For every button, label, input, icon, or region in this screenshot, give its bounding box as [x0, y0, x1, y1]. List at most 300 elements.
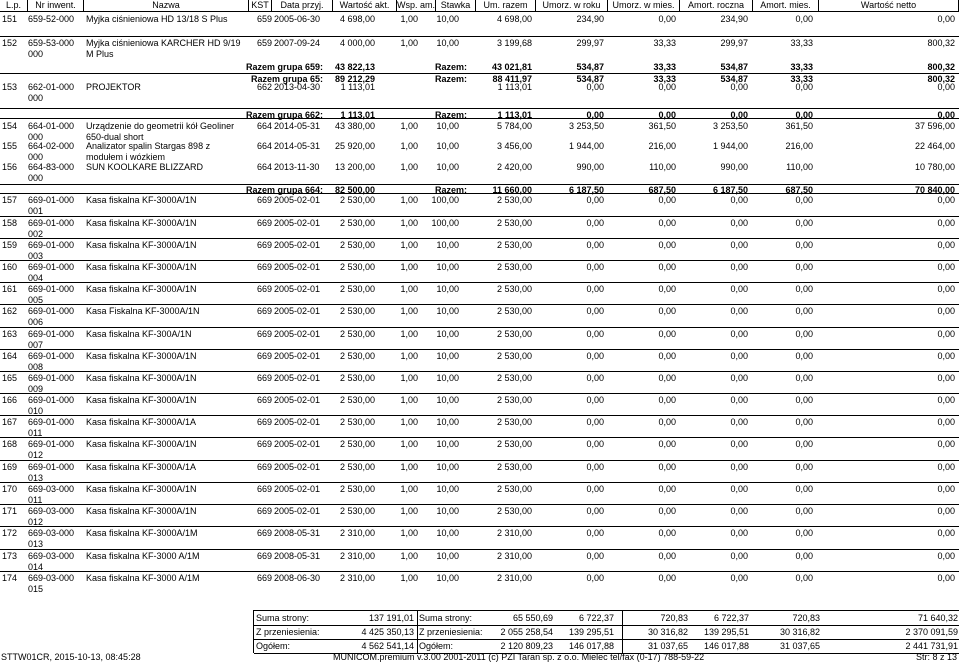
row-divider: [0, 193, 959, 194]
group-ar: 6 187,50: [712, 185, 748, 195]
row-divider: [0, 504, 959, 505]
value-wsp: 1,00: [400, 351, 418, 361]
row-number: 153: [2, 82, 18, 92]
summary-label-2: Ogółem:: [419, 641, 454, 651]
value-am: 0,00: [795, 240, 813, 250]
summary-row: [254, 625, 959, 640]
asset-name: Kasa fiskalna KF-3000A/1N: [86, 506, 197, 516]
value-ur: 1 944,00: [568, 141, 604, 151]
group-label: Razem grupa 65:: [250, 74, 323, 84]
inventory-number: 664-83-000: [28, 162, 75, 172]
value-rate: 10,00: [436, 551, 459, 561]
value-val: 2 530,00: [339, 506, 375, 516]
value-net: 0,00: [937, 218, 955, 228]
summary-net: 71 640,32: [917, 613, 958, 623]
summary-um: 65 550,69: [512, 613, 553, 623]
value-ar: 0,00: [730, 218, 748, 228]
group-net: 800,32: [927, 62, 955, 72]
asset-name: SUN KOOLKARE BLIZZARD: [86, 162, 204, 172]
group-um_m: 687,50: [648, 185, 676, 195]
column-header: Nazwa: [84, 0, 249, 11]
inventory-number: 669-01-000: [28, 284, 75, 294]
value-um: 2 310,00: [496, 573, 532, 583]
row-divider: [0, 393, 959, 394]
column-header: Um. razem: [476, 0, 536, 11]
summary-ar: 6 722,37: [713, 613, 749, 623]
kst-code: 664: [257, 162, 273, 172]
value-um: 2 530,00: [496, 439, 532, 449]
value-wsp: 1,00: [400, 484, 418, 494]
value-wsp: 1,00: [400, 162, 418, 172]
acceptance-date: 2013-11-30: [274, 162, 320, 172]
value-net: 0,00: [937, 82, 955, 92]
group-ur: 534,87: [576, 62, 604, 72]
value-um_m: 0,00: [658, 351, 676, 361]
row-number: 170: [2, 484, 18, 494]
value-rate: 10,00: [436, 439, 459, 449]
summary-am: 720,83: [792, 613, 820, 623]
inventory-number: 662-01-000: [28, 82, 75, 92]
value-ur: 0,00: [586, 262, 604, 272]
inventory-number: 669-01-000: [28, 417, 75, 427]
acceptance-date: 2005-06-30: [274, 14, 321, 24]
summary-ar: 146 017,88: [703, 641, 749, 651]
value-um_m: 0,00: [658, 82, 676, 92]
acceptance-date: 2005-02-01: [274, 262, 321, 272]
acceptance-date: 2014-05-31: [274, 141, 321, 151]
software-credit: MUNICOM.premium v.3.00 2001-2011 (c) PZI Taran sp. z o.o. Mielec tel/fax (0-17) 788-59-22: [333, 652, 705, 662]
inventory-number: 659-53-000: [28, 38, 75, 48]
value-um_m: 110,00: [649, 162, 676, 172]
inventory-number: 669-01-000: [28, 195, 75, 205]
row-number: 167: [2, 417, 18, 427]
summary-column-divider: [417, 611, 418, 653]
row-number: 159: [2, 240, 18, 250]
value-ar: 0,00: [730, 82, 748, 92]
inventory-suffix: 000: [28, 49, 44, 59]
value-am: 0,00: [795, 462, 813, 472]
column-header: Wsp. am.: [397, 0, 436, 10]
value-ur: 0,00: [586, 573, 604, 583]
value-val: 2 310,00: [339, 528, 375, 538]
inventory-number: 669-03-000: [28, 573, 75, 583]
asset-name-continued: 650-dual short: [86, 132, 144, 142]
value-rate: 10,00: [436, 262, 459, 272]
value-ur: 0,00: [586, 284, 604, 294]
row-number: 155: [2, 141, 18, 151]
value-val: 13 200,00: [334, 162, 375, 172]
value-val: 25 920,00: [334, 141, 375, 151]
summary-ur: 139 295,51: [568, 627, 614, 637]
summary-ur: 6 722,37: [578, 613, 614, 623]
inventory-suffix: 011: [28, 495, 43, 505]
value-um_m: 0,00: [658, 417, 676, 427]
asset-name: Kasa fiskalna KF-3000A/1N: [86, 484, 197, 494]
column-header: KST: [249, 0, 272, 11]
value-um: 2 530,00: [496, 218, 532, 228]
kst-code: 669: [257, 417, 273, 427]
value-val: 2 310,00: [339, 573, 375, 583]
value-val: 2 530,00: [339, 462, 375, 472]
acceptance-date: 2013-04-30: [274, 82, 321, 92]
row-divider: [0, 437, 959, 438]
group-am: 33,33: [790, 74, 813, 84]
acceptance-date: 2005-02-01: [274, 240, 321, 250]
value-ur: 0,00: [586, 506, 604, 516]
inventory-suffix: 005: [28, 295, 44, 305]
value-ar: 990,00: [720, 162, 748, 172]
value-net: 0,00: [937, 417, 955, 427]
value-wsp: 1,00: [400, 462, 418, 472]
summary-um-m: 30 316,82: [647, 627, 688, 637]
asset-name: Kasa fiskalna KF-3000A/1N: [86, 218, 197, 228]
value-ar: 0,00: [730, 528, 748, 538]
inventory-number: 669-03-000: [28, 551, 75, 561]
value-val: 2 310,00: [339, 551, 375, 561]
value-um_m: 0,00: [658, 439, 676, 449]
group-ar: 534,87: [720, 74, 748, 84]
column-header: Umorz. w mies.: [608, 0, 680, 11]
group-am: 0,00: [795, 110, 813, 120]
value-ur: 0,00: [586, 351, 604, 361]
value-val: 2 530,00: [339, 439, 375, 449]
acceptance-date: 2005-02-01: [274, 351, 321, 361]
value-val: 2 530,00: [339, 284, 375, 294]
value-wsp: 1,00: [400, 38, 418, 48]
value-am: 216,00: [785, 141, 813, 151]
value-net: 0,00: [937, 573, 955, 583]
asset-name: Kasa fiskalna KF-3000A/1A: [86, 462, 197, 472]
summary-net: 2 370 091,59: [905, 627, 958, 637]
inventory-number: 664-01-000: [28, 121, 75, 131]
value-val: 2 530,00: [339, 240, 375, 250]
value-wsp: 1,00: [400, 141, 418, 151]
group-value: 1 113,01: [340, 110, 375, 120]
group-sum-label: Razem:: [434, 185, 467, 195]
row-number: 169: [2, 462, 18, 472]
row-number: 152: [2, 38, 18, 48]
value-um: 2 530,00: [496, 284, 532, 294]
value-wsp: 1,00: [400, 373, 418, 383]
value-ur: 3 253,50: [568, 121, 604, 131]
kst-code: 669: [257, 573, 273, 583]
value-net: 0,00: [937, 528, 955, 538]
header-divider: [0, 11, 959, 12]
row-divider: [0, 460, 959, 461]
value-um_m: 0,00: [658, 14, 676, 24]
group-label: Razem grupa 662:: [245, 110, 323, 120]
value-val: 2 530,00: [339, 218, 375, 228]
kst-code: 669: [257, 373, 273, 383]
acceptance-date: 2005-02-01: [274, 506, 321, 516]
value-val: 2 530,00: [339, 395, 375, 405]
value-rate: 10,00: [436, 462, 459, 472]
column-header: Data przyj.: [272, 0, 333, 11]
kst-code: 669: [257, 528, 273, 538]
value-ur: 0,00: [586, 82, 604, 92]
value-ar: 0,00: [730, 484, 748, 494]
column-header: Wartość netto: [819, 0, 959, 11]
inventory-suffix: 001: [28, 206, 44, 216]
acceptance-date: 2005-02-01: [274, 284, 321, 294]
value-um: 4 698,00: [496, 14, 532, 24]
row-divider: [0, 327, 959, 328]
group-label: Razem grupa 664:: [245, 185, 323, 195]
summary-am: 30 316,82: [779, 627, 820, 637]
value-net: 0,00: [937, 306, 955, 316]
asset-name: Kasa fiskalna KF-3000A/1N: [86, 195, 197, 205]
value-am: 110,00: [786, 162, 813, 172]
value-um_m: 0,00: [658, 395, 676, 405]
inventory-number: 669-01-000: [28, 462, 75, 472]
value-rate: 10,00: [436, 306, 459, 316]
value-ar: 0,00: [730, 417, 748, 427]
value-ur: 0,00: [586, 551, 604, 561]
inventory-number: 669-01-000: [28, 240, 75, 250]
inventory-number: 669-01-000: [28, 351, 75, 361]
kst-code: 669: [257, 306, 273, 316]
value-net: 0,00: [937, 329, 955, 339]
asset-name: Kasa fiskalna KF-3000 A/1M: [86, 573, 200, 583]
value-net: 0,00: [937, 14, 955, 24]
group-um: 1 113,01: [497, 110, 532, 120]
value-ur: 0,00: [586, 195, 604, 205]
row-number: 172: [2, 528, 18, 538]
value-um: 5 784,00: [496, 121, 532, 131]
value-um: 2 420,00: [496, 162, 532, 172]
inventory-suffix: 002: [28, 229, 44, 239]
value-am: 0,00: [795, 82, 813, 92]
row-number: 157: [2, 195, 18, 205]
value-um_m: 0,00: [658, 462, 676, 472]
value-net: 0,00: [937, 551, 955, 561]
row-divider: [0, 571, 959, 572]
value-wsp: 1,00: [400, 121, 418, 131]
summary-net: 2 441 731,91: [905, 641, 958, 651]
value-um: 2 530,00: [496, 395, 532, 405]
value-ar: 0,00: [730, 506, 748, 516]
inventory-number: 664-02-000: [28, 141, 75, 151]
group-um_m: 33,33: [653, 74, 676, 84]
asset-name-continued: M Plus: [86, 49, 114, 59]
value-wsp: 1,00: [400, 439, 418, 449]
value-rate: 10,00: [436, 240, 459, 250]
value-val: 4 698,00: [339, 14, 375, 24]
page-number: Str: 8 z 13: [915, 652, 957, 662]
acceptance-date: 2008-05-31: [274, 551, 321, 561]
inventory-suffix: 004: [28, 273, 44, 283]
value-wsp: 1,00: [400, 14, 418, 24]
value-wsp: 1,00: [400, 417, 418, 427]
value-wsp: 1,00: [400, 506, 418, 516]
value-wsp: 1,00: [400, 329, 418, 339]
value-net: 0,00: [937, 373, 955, 383]
value-am: 0,00: [795, 506, 813, 516]
value-am: 0,00: [795, 417, 813, 427]
asset-name: Kasa fiskalna KF-3000A/1N: [86, 284, 197, 294]
value-am: 361,50: [785, 121, 813, 131]
kst-code: 659: [257, 38, 273, 48]
value-ur: 0,00: [586, 218, 604, 228]
summary-um-m: 31 037,65: [647, 641, 688, 651]
acceptance-date: 2008-06-30: [274, 573, 321, 583]
inventory-suffix: 012: [28, 517, 44, 527]
row-number: 151: [2, 14, 18, 24]
value-wsp: 1,00: [400, 551, 418, 561]
value-ur: 0,00: [586, 373, 604, 383]
value-ur: 990,00: [576, 162, 604, 172]
value-um: 2 530,00: [496, 195, 532, 205]
summary-ar: 139 295,51: [703, 627, 749, 637]
value-um_m: 0,00: [658, 573, 676, 583]
inventory-suffix: 013: [28, 539, 44, 549]
group-ur: 6 187,50: [568, 185, 604, 195]
value-um: 2 530,00: [496, 351, 532, 361]
value-ar: 0,00: [730, 439, 748, 449]
row-divider: [0, 238, 959, 239]
value-wsp: 1,00: [400, 262, 418, 272]
value-net: 22 464,00: [914, 141, 955, 151]
value-net: 37 596,00: [914, 121, 955, 131]
row-divider: [0, 36, 959, 37]
row-number: 162: [2, 306, 18, 316]
acceptance-date: 2005-02-01: [274, 195, 321, 205]
asset-name-continued: modułem i wózkiem: [86, 152, 166, 162]
kst-code: 659: [257, 14, 273, 24]
value-wsp: 1,00: [400, 218, 418, 228]
group-ar: 534,87: [720, 62, 748, 72]
asset-name: Analizator spalin Stargas 898 z: [86, 141, 211, 151]
value-ar: 0,00: [730, 351, 748, 361]
kst-code: 669: [257, 284, 273, 294]
row-divider: [0, 549, 959, 550]
inventory-number: 669-01-000: [28, 306, 75, 316]
value-um_m: 0,00: [658, 484, 676, 494]
summary-um: 2 120 809,23: [500, 641, 553, 651]
value-rate: 10,00: [436, 284, 459, 294]
inventory-number: 669-03-000: [28, 484, 75, 494]
value-um_m: 0,00: [658, 284, 676, 294]
value-net: 0,00: [937, 195, 955, 205]
group-ar: 0,00: [730, 110, 748, 120]
value-val: 2 530,00: [339, 484, 375, 494]
row-divider: [0, 304, 959, 305]
value-um_m: 0,00: [658, 373, 676, 383]
value-net: 0,00: [937, 484, 955, 494]
value-am: 0,00: [795, 306, 813, 316]
summary-label: Z przeniesienia:: [256, 627, 320, 637]
value-wsp: 1,00: [400, 195, 418, 205]
asset-name: Kasa fiskalna KF-3000A/1N: [86, 351, 197, 361]
summary-um: 2 055 258,54: [500, 627, 553, 637]
value-rate: 10,00: [436, 528, 459, 538]
group-sum-label: Razem:: [434, 110, 467, 120]
value-ur: 234,90: [576, 14, 604, 24]
kst-code: 669: [257, 262, 273, 272]
row-number: 161: [2, 284, 18, 294]
value-um: 2 530,00: [496, 462, 532, 472]
column-header: L.p.: [0, 0, 28, 11]
value-ar: 0,00: [730, 195, 748, 205]
value-rate: 10,00: [436, 121, 459, 131]
kst-code: 669: [257, 395, 273, 405]
row-number: 168: [2, 439, 18, 449]
kst-code: 669: [257, 484, 273, 494]
value-rate: 10,00: [436, 141, 459, 151]
row-divider: [0, 108, 959, 109]
inventory-suffix: 000: [28, 93, 44, 103]
value-um_m: 33,33: [653, 38, 676, 48]
acceptance-date: 2008-05-31: [274, 528, 321, 538]
row-number: 173: [2, 551, 18, 561]
group-value: 89 212,29: [334, 74, 375, 84]
inventory-number: 669-01-000: [28, 218, 75, 228]
value-ur: 299,97: [576, 38, 604, 48]
summary-am: 31 037,65: [779, 641, 820, 651]
value-val: 2 530,00: [339, 306, 375, 316]
inventory-suffix: 000: [28, 132, 44, 142]
value-am: 0,00: [795, 14, 813, 24]
group-ur: 0,00: [586, 110, 604, 120]
value-um_m: 361,50: [648, 121, 676, 131]
value-net: 0,00: [937, 240, 955, 250]
column-header: Stawka: [436, 0, 476, 11]
asset-name: Kasa fiskalna KF-3000A/1M: [86, 528, 198, 538]
kst-code: 669: [257, 329, 273, 339]
value-um_m: 0,00: [658, 551, 676, 561]
value-net: 0,00: [937, 439, 955, 449]
value-rate: 10,00: [436, 38, 459, 48]
value-um: 2 530,00: [496, 417, 532, 427]
value-ar: 1 944,00: [712, 141, 748, 151]
inventory-number: 669-01-000: [28, 329, 75, 339]
row-number: 154: [2, 121, 18, 131]
value-am: 0,00: [795, 329, 813, 339]
summary-value: 4 562 541,14: [361, 641, 414, 651]
value-um: 2 530,00: [496, 484, 532, 494]
value-ur: 0,00: [586, 439, 604, 449]
summary-column-divider: [622, 611, 623, 653]
value-am: 0,00: [795, 439, 813, 449]
summary-label-2: Suma strony:: [419, 613, 473, 623]
inventory-number: 669-03-000: [28, 506, 75, 516]
inventory-suffix: 013: [28, 473, 44, 483]
row-divider: [0, 415, 959, 416]
asset-name: Kasa fiskalna KF-3000A/1N: [86, 439, 197, 449]
value-um: 1 113,01: [497, 82, 532, 92]
inventory-suffix: 015: [28, 584, 44, 594]
value-ur: 0,00: [586, 484, 604, 494]
group-um_m: 33,33: [653, 62, 676, 72]
inventory-suffix: 006: [28, 317, 44, 327]
kst-code: 669: [257, 195, 273, 205]
value-am: 0,00: [795, 528, 813, 538]
value-rate: 10,00: [436, 162, 459, 172]
value-um: 2 530,00: [496, 373, 532, 383]
value-ur: 0,00: [586, 329, 604, 339]
kst-code: 664: [257, 121, 273, 131]
value-val: 2 530,00: [339, 351, 375, 361]
value-val: 4 000,00: [339, 38, 375, 48]
value-um: 3 199,68: [496, 38, 532, 48]
row-divider: [0, 73, 959, 74]
summary-value: 4 425 350,13: [361, 627, 414, 637]
group-value: 43 822,13: [334, 62, 375, 72]
acceptance-date: 2005-02-01: [274, 484, 321, 494]
asset-name: Kasa fiskalna KF-3000 A/1M: [86, 551, 200, 561]
kst-code: 669: [257, 506, 273, 516]
acceptance-date: 2005-02-01: [274, 218, 321, 228]
